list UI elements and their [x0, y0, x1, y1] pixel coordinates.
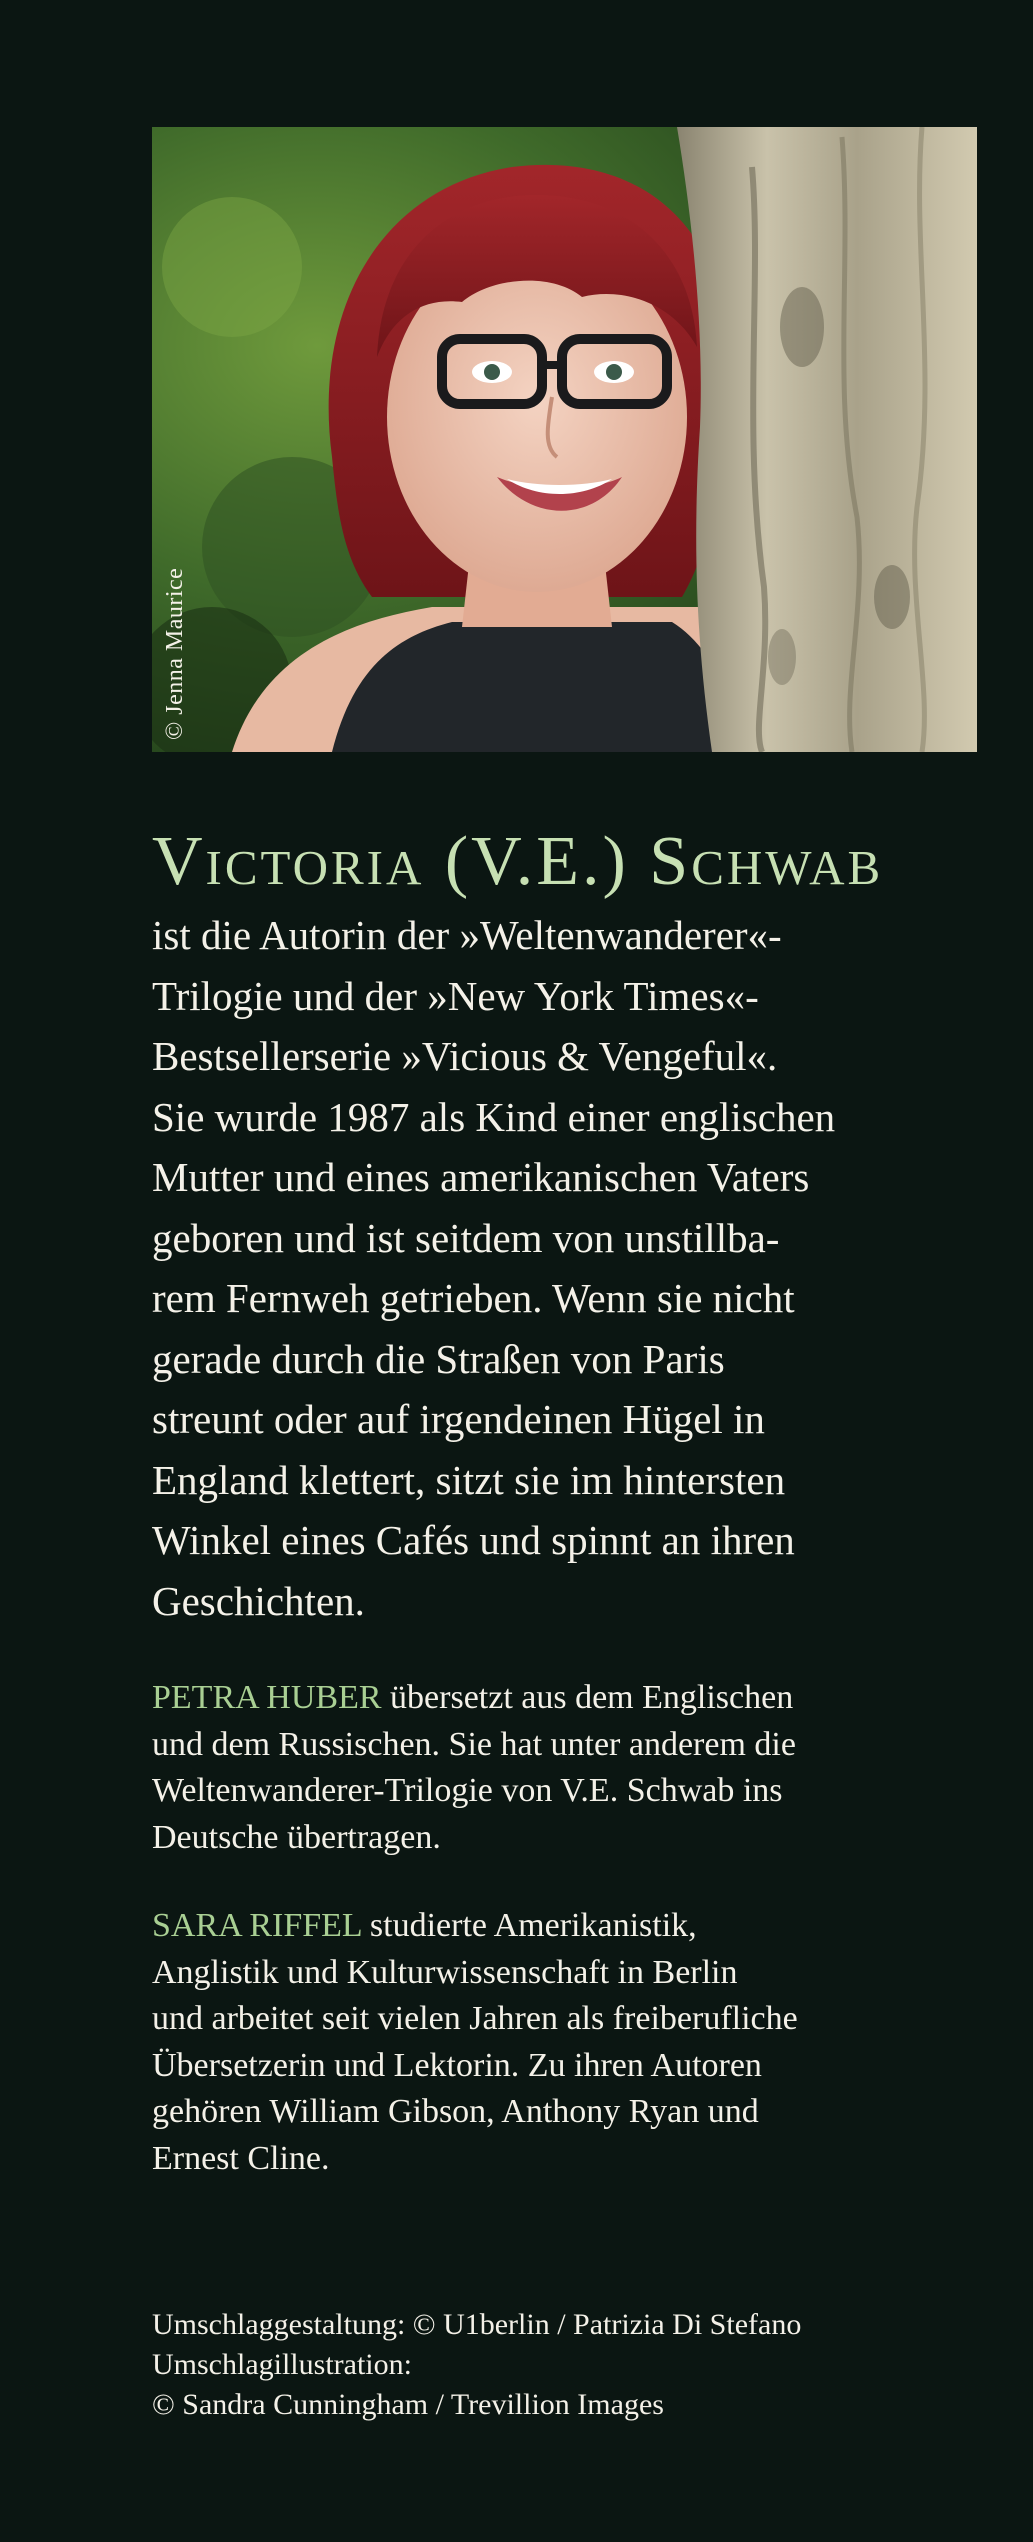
bio-line: Geschichten.	[152, 1577, 365, 1624]
translator-first-line	[152, 1675, 982, 1722]
author-bio	[152, 905, 982, 1631]
translator-first-line-text: übersetzt aus dem Englischen	[381, 1679, 794, 1716]
bio-line: streunt oder auf irgendeinen Hügel in	[152, 1396, 765, 1442]
cover-credits	[152, 2305, 982, 2425]
photo-credit: © Jenna Maurice	[162, 567, 188, 740]
bio-line: rem Fernweh getrieben. Wenn sie nicht	[152, 1275, 795, 1321]
translator-name: SARA RIFFEL	[152, 1907, 362, 1944]
bio-line: Winkel eines Cafés und spinnt an ihren	[152, 1517, 795, 1563]
bio-line: ist die Autorin der »Weltenwanderer«-	[152, 912, 782, 958]
bio-line: gerade durch die Straßen von Paris	[152, 1335, 725, 1382]
bio-line: Bestsellerserie »Vicious & Vengeful«.	[152, 1033, 778, 1079]
translator-line: Weltenwanderer-Trilogie von V.E. Schwab ins	[152, 1772, 783, 1809]
bio-line: Sie wurde 1987 als Kind einer englischen	[152, 1093, 836, 1140]
translator-name: PETRA HUBER	[152, 1679, 382, 1716]
author-name: Victoria (V.E.) Schwab	[152, 823, 884, 900]
cover-design-credit: Umschlaggestaltung: © U1berlin / Patrizia Di Stefano	[152, 2308, 802, 2341]
translator-line: Übersetzerin und Lektorin. Zu ihren Autoren	[152, 2046, 762, 2084]
translator-line: und dem Russischen. Sie hat unter anderem die	[152, 1725, 796, 1763]
bio-line: England klettert, sitzt sie im hintersten	[152, 1456, 786, 1503]
author-photo	[152, 127, 977, 752]
cover-illustration-credit: © Sandra Cunningham / Trevillion Images	[152, 2388, 664, 2421]
translator-line: Ernest Cline.	[152, 2139, 330, 2177]
bio-line: Mutter und eines amerikanischen Vaters	[152, 1154, 810, 1200]
translator-bio-petra-huber	[152, 1675, 982, 1861]
translator-line: gehören William Gibson, Anthony Ryan und	[152, 2093, 759, 2130]
bio-line: Trilogie und der »New York Times«-	[152, 972, 759, 1019]
translator-bio-sara-riffel	[152, 1903, 982, 2182]
translator-line: Anglistik und Kulturwissenschaft in Berlin	[152, 1953, 738, 1991]
portrait-illustration	[152, 127, 977, 752]
translator-line: Deutsche übertragen.	[152, 1818, 441, 1856]
translator-line: und arbeitet seit vielen Jahren als freiberufliche	[152, 2000, 798, 2037]
translator-first-line	[152, 1903, 982, 1950]
bio-line: geboren und ist seitdem von unstillba-	[152, 1214, 780, 1261]
cover-illustration-label: Umschlagillustration:	[152, 2348, 412, 2381]
translator-first-line-text: studierte Amerikanistik,	[361, 1907, 697, 1944]
